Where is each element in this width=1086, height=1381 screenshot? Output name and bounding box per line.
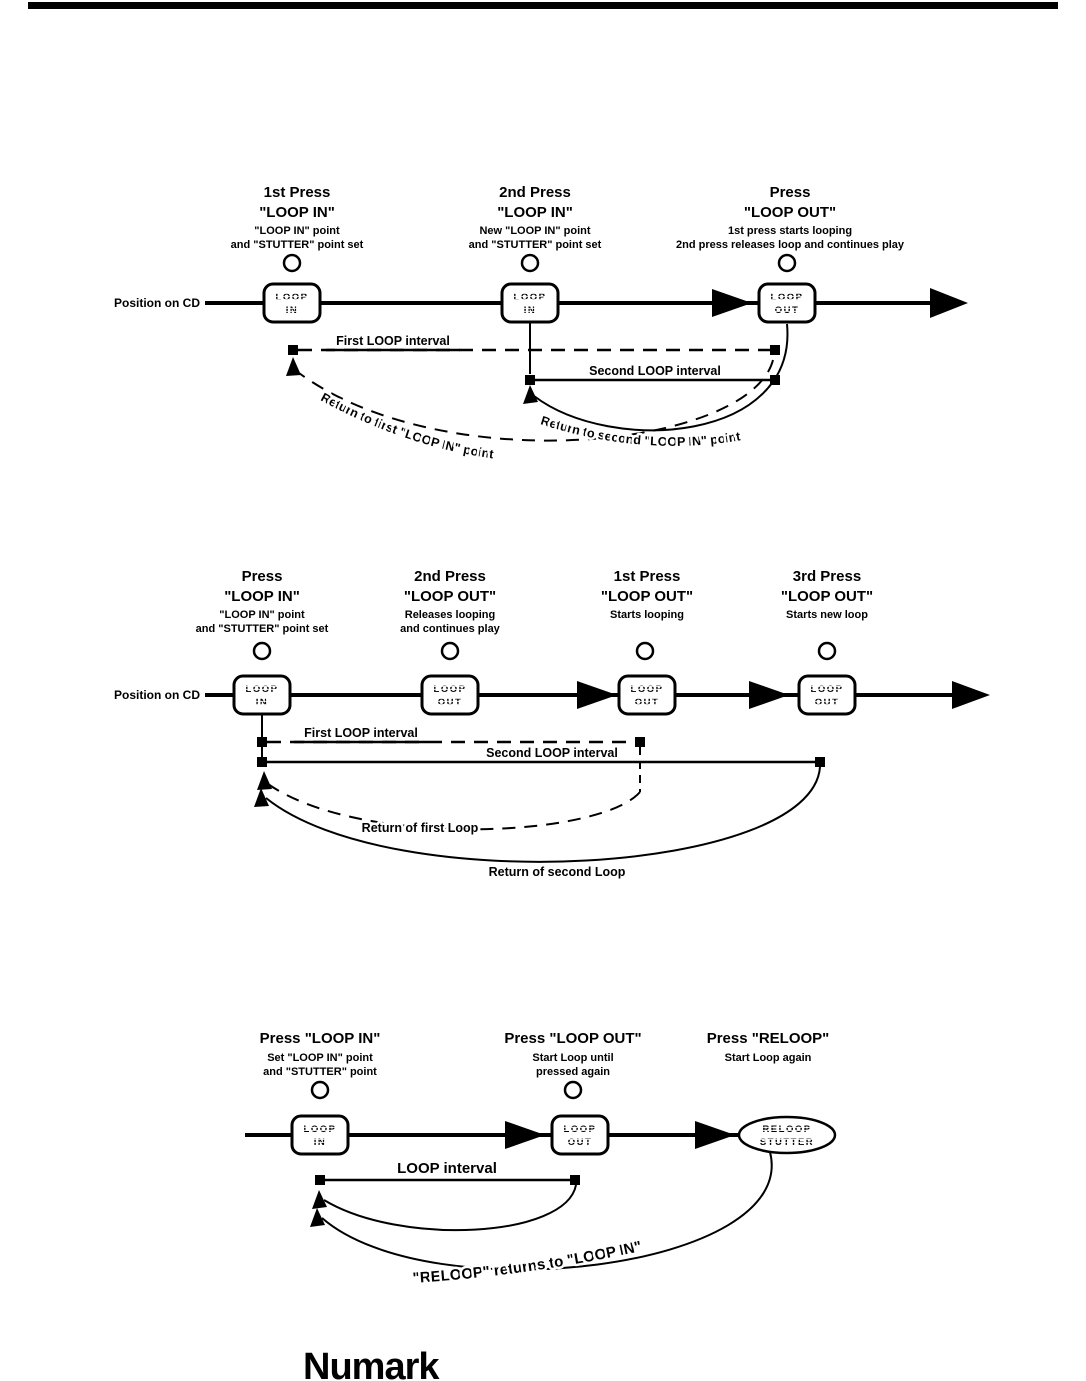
d2-second-interval-label: Second LOOP interval	[486, 746, 618, 760]
d1-header1-sub1: "LOOP IN" point	[254, 225, 340, 237]
loop-out-button	[759, 284, 815, 322]
d2-header1-title: Press	[241, 568, 283, 585]
d3-header1-sub2: and "STUTTER" point	[263, 1066, 377, 1078]
diagram-2	[114, 568, 990, 879]
interval-marker	[288, 345, 298, 355]
button-label: OUT	[567, 1137, 593, 1148]
timeline-arrowhead	[577, 681, 617, 709]
d2-header1-sub1: "LOOP IN" point	[219, 609, 305, 621]
d1-header2-button: "LOOP IN"	[497, 204, 573, 221]
loop-out-button	[619, 676, 675, 714]
button-box	[502, 284, 558, 322]
d1-header2-title: 2nd Press	[499, 184, 571, 201]
pointer-circle	[565, 1082, 581, 1098]
d2-header3-title: 1st Press	[613, 568, 681, 585]
button-box	[619, 676, 675, 714]
button-box	[799, 676, 855, 714]
button-label: LOOP	[563, 1124, 597, 1135]
button-label: RELOOP	[762, 1124, 812, 1135]
d3-header2-sub2: pressed again	[536, 1066, 610, 1078]
button-label: LOOP	[303, 1124, 337, 1135]
interval-marker	[815, 757, 825, 767]
top-rule	[28, 2, 1058, 9]
d3-interval-label: LOOP interval	[397, 1160, 497, 1177]
pointer-circle	[779, 255, 795, 271]
button-label: LOOP	[630, 684, 664, 695]
timeline-arrowhead	[505, 1121, 545, 1149]
interval-marker	[570, 1175, 580, 1185]
interval-marker	[315, 1175, 325, 1185]
loop-out-button	[799, 676, 855, 714]
button-label: LOOP	[810, 684, 844, 695]
svg-text:Return to first "LOOP IN" poin	[319, 390, 496, 461]
d2-header4-title: 3rd Press	[792, 568, 862, 585]
button-label: OUT	[814, 697, 840, 708]
button-label: OUT	[634, 697, 660, 708]
timeline-end-arrowhead	[930, 288, 968, 318]
d3-header2-title: Press "LOOP OUT"	[504, 1030, 642, 1047]
timeline-end-arrowhead	[952, 681, 990, 709]
pointer-circle	[819, 643, 835, 659]
button-box	[552, 1116, 608, 1154]
d2-return-first-label: Return of first Loop	[361, 821, 479, 835]
interval-marker	[525, 375, 535, 385]
return-arrowhead	[523, 385, 538, 404]
d1-header2-sub2: and "STUTTER" point set	[468, 239, 602, 251]
d3-header3-title: Press "RELOOP"	[706, 1030, 830, 1047]
d1-header3-title: Press	[769, 184, 811, 201]
timeline-arrowhead	[695, 1121, 735, 1149]
d2-header1-button: "LOOP IN"	[224, 588, 300, 605]
button-box	[422, 676, 478, 714]
pointer-circle	[254, 643, 270, 659]
loop-in-button	[502, 284, 558, 322]
button-label: IN	[313, 1137, 327, 1148]
pointer-circle	[284, 255, 300, 271]
diagram-1	[114, 184, 968, 462]
button-label: LOOP	[770, 292, 804, 303]
d1-header3-button: "LOOP OUT"	[743, 204, 837, 221]
d3-header1-sub1: Set "LOOP IN" point	[267, 1052, 373, 1064]
interval-marker	[770, 345, 780, 355]
button-box	[264, 284, 320, 322]
loop-in-button	[264, 284, 320, 322]
d2-header4-button: "LOOP OUT"	[780, 588, 874, 605]
d1-header2-sub1: New "LOOP IN" point	[479, 225, 591, 237]
d2-return-second-label: Return of second Loop	[488, 865, 626, 879]
timeline-arrowhead	[712, 289, 752, 317]
pointer-circle	[637, 643, 653, 659]
timeline-arrowhead	[749, 681, 789, 709]
pointer-circle	[312, 1082, 328, 1098]
button-box	[292, 1116, 348, 1154]
button-label: IN	[523, 305, 537, 316]
pointer-circle	[522, 255, 538, 271]
numark-logo: Numark	[303, 1346, 439, 1381]
d2-header2-button: "LOOP OUT"	[403, 588, 497, 605]
button-label: IN	[285, 305, 299, 316]
interval-marker	[257, 737, 267, 747]
d1-position-label: Position on CD	[114, 296, 200, 310]
d2-header2-sub2: and continues play	[400, 623, 500, 635]
button-box	[759, 284, 815, 322]
button-label: IN	[255, 697, 269, 708]
d1-return-first-label: Return to first "LOOP IN" point	[318, 390, 495, 462]
d2-header3-sub1: Starts looping	[610, 609, 684, 621]
interval-marker	[257, 757, 267, 767]
d3-reloop-return-curve	[322, 1152, 772, 1270]
loop-out-button	[552, 1116, 608, 1154]
d1-header3-sub1: 1st press starts looping	[727, 225, 853, 237]
loop-in-button	[234, 676, 290, 714]
d2-header4-sub1: Starts new loop	[786, 609, 868, 621]
d3-header3-sub1: Start Loop again	[724, 1052, 812, 1064]
button-label: LOOP	[433, 684, 467, 695]
return-arrowhead	[257, 771, 272, 790]
loop-out-button	[422, 676, 478, 714]
d2-return-second-curve	[266, 767, 820, 862]
svg-text:Return to second "LOOP IN" poi	[539, 414, 742, 449]
reloop-stutter-button	[739, 1117, 835, 1153]
d1-header1-button: "LOOP IN"	[259, 204, 335, 221]
d1-first-interval-label: First LOOP interval	[336, 334, 450, 348]
diagram-3	[245, 1030, 835, 1287]
button-box	[234, 676, 290, 714]
button-label: STUTTER	[759, 1137, 815, 1148]
d3-return-loop-curve	[324, 1185, 576, 1230]
button-label: LOOP	[513, 292, 547, 303]
interval-marker	[635, 737, 645, 747]
d1-header1-sub2: and "STUTTER" point set	[230, 239, 364, 251]
button-label: LOOP	[245, 684, 279, 695]
d3-reloop-return-label: "RELOOP" returns to "LOOP IN"	[412, 1237, 644, 1287]
button-label: OUT	[437, 697, 463, 708]
d2-header2-title: 2nd Press	[414, 568, 486, 585]
d3-header1-title: Press "LOOP IN"	[259, 1030, 381, 1047]
d1-second-interval-label: Second LOOP interval	[589, 364, 721, 378]
return-arrowhead	[286, 357, 301, 376]
d1-header1-title: 1st Press	[263, 184, 331, 201]
d2-header1-sub2: and "STUTTER" point set	[195, 623, 329, 635]
d1-header3-sub2: 2nd press releases loop and continues play	[675, 239, 905, 251]
d2-first-interval-label: First LOOP interval	[304, 726, 418, 740]
d2-header2-sub1: Releases looping	[404, 609, 496, 621]
d3-header2-sub1: Start Loop until	[532, 1052, 614, 1064]
button-label: LOOP	[275, 292, 309, 303]
d2-position-label: Position on CD	[114, 688, 200, 702]
d2-header3-button: "LOOP OUT"	[600, 588, 694, 605]
d1-return-second-label: Return to second "LOOP IN" point	[539, 413, 742, 449]
pointer-circle	[442, 643, 458, 659]
loop-in-button	[292, 1116, 348, 1154]
button-label: OUT	[774, 305, 800, 316]
